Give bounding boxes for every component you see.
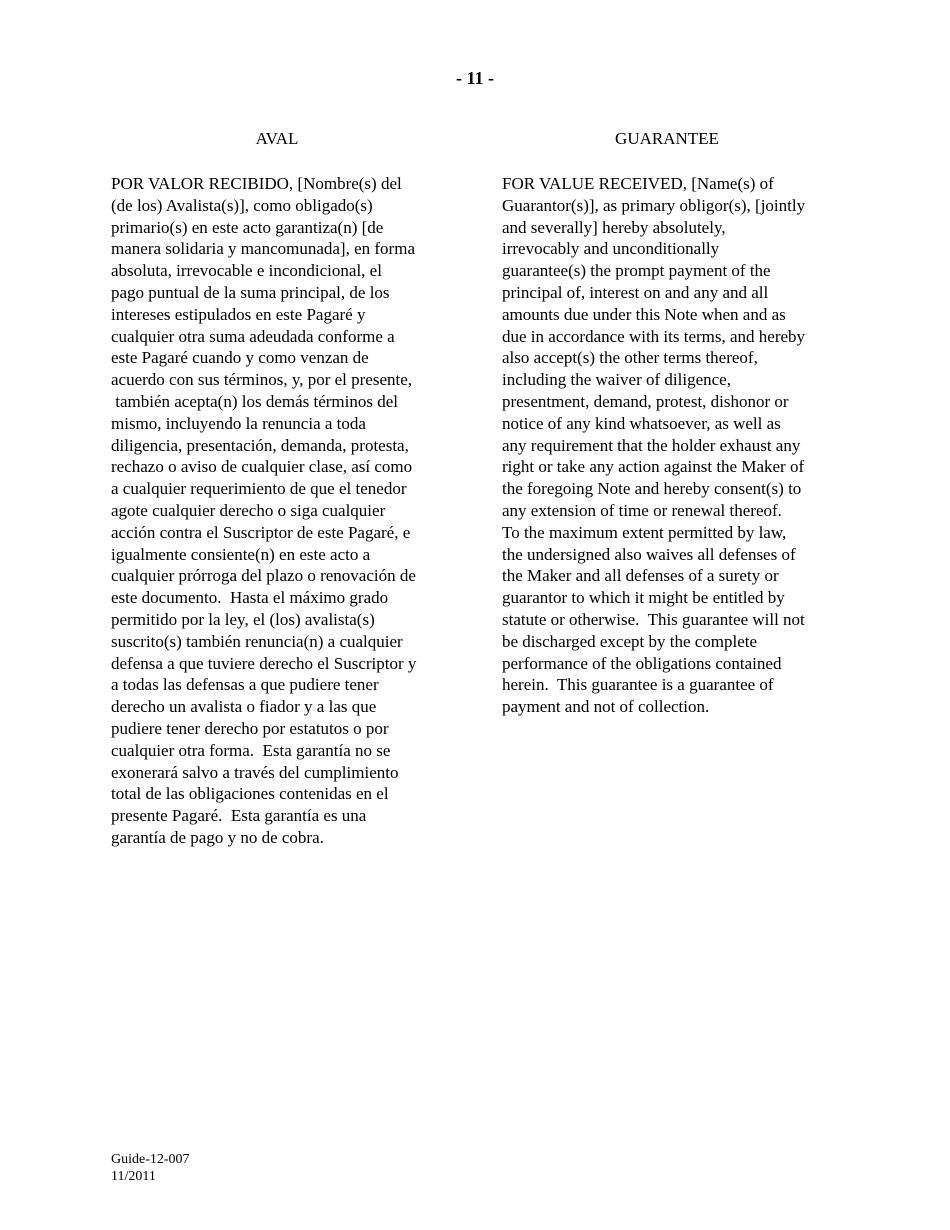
spanish-line: mismo, incluyendo la renuncia a toda	[111, 413, 366, 433]
english-column	[502, 128, 842, 718]
spanish-line: derecho un avalista o fiador y a las que	[111, 697, 377, 717]
english-line: any requirement that the holder exhaust any	[502, 435, 801, 455]
english-line: including the waiver of diligence,	[502, 370, 731, 390]
spanish-line: cualquier prórroga del plazo o renovación de	[111, 566, 416, 586]
english-line: due in accordance with its terms, and hereby	[502, 326, 806, 346]
spanish-line: cualquier otra suma adeudada conforme a	[111, 326, 395, 346]
english-line: and severally] hereby absolutely,	[502, 217, 726, 237]
english-line: To the maximum extent permitted by law,	[502, 522, 787, 542]
spanish-line: suscrito(s) también renuncia(n) a cualquier	[111, 631, 403, 651]
english-line: guarantor to which it might be entitled by	[502, 588, 785, 608]
english-line: principal of, interest on and any and all	[502, 282, 769, 302]
english-line: the undersigned also waives all defenses of	[502, 544, 796, 564]
english-line: performance of the obligations contained	[502, 653, 782, 673]
spanish-line: acuerdo con sus términos, y, por el presente,	[111, 370, 413, 390]
english-line: FOR VALUE RECEIVED, [Name(s) of	[502, 174, 774, 193]
english-line: right or take any action against the Maker of	[502, 457, 805, 477]
spanish-line: primario(s) en este acto garantiza(n) [de	[111, 217, 384, 237]
spanish-line: pago puntual de la suma principal, de los	[111, 282, 390, 302]
spanish-line: diligencia, presentación, demanda, protesta,	[111, 435, 409, 455]
spanish-line: (de los) Avalista(s)], como obligado(s)	[111, 195, 373, 215]
spanish-line: también acepta(n) los demás términos del	[111, 391, 399, 411]
english-line: any extension of time or renewal thereof.	[502, 500, 782, 520]
english-line: payment and not of collection.	[502, 697, 710, 717]
english-line: the Maker and all defenses of a surety or	[502, 566, 779, 586]
english-line: also accept(s) the other terms thereof,	[502, 348, 758, 368]
english-body	[502, 173, 842, 718]
english-line: statute or otherwise. This guarantee will not	[502, 609, 805, 629]
spanish-line: permitido por la ley, el (los) avalista(s)	[111, 609, 375, 629]
english-line: Guarantor(s)], as primary obligor(s), [jointly	[502, 195, 806, 215]
english-heading: GUARANTEE	[615, 129, 719, 148]
page-number: - 11 -	[456, 68, 494, 88]
spanish-line: garantía de pago y no de cobra.	[111, 827, 324, 847]
english-line: the foregoing Note and hereby consent(s) to	[502, 479, 802, 499]
spanish-body	[111, 173, 451, 849]
footer-date: 11/2011	[111, 1169, 156, 1184]
spanish-heading: AVAL	[255, 129, 299, 148]
spanish-line: este Pagaré cuando y como venzan de	[111, 348, 369, 368]
spanish-line: igualmente consiente(n) en este acto a	[111, 544, 371, 564]
footer-doc-id: Guide-12-007	[111, 1152, 190, 1167]
english-line: amounts due under this Note when and as	[502, 304, 786, 324]
spanish-column	[111, 128, 451, 849]
spanish-line: acción contra el Suscriptor de este Pagaré, e	[111, 522, 411, 542]
spanish-line: este documento. Hasta el máximo grado	[111, 588, 389, 608]
spanish-line: cualquier otra forma. Esta garantía no se	[111, 740, 391, 760]
english-line: be discharged except by the complete	[502, 631, 758, 651]
english-line: guarantee(s) the prompt payment of the	[502, 261, 771, 281]
footer	[111, 1151, 190, 1185]
spanish-line: manera solidaria y mancomunada], en forma	[111, 239, 415, 259]
spanish-line: exonerará salvo a través del cumplimiento	[111, 762, 399, 782]
spanish-line: rechazo o aviso de cualquier clase, así como	[111, 457, 413, 477]
spanish-line: POR VALOR RECIBIDO, [Nombre(s) del	[111, 174, 402, 193]
spanish-line: intereses estipulados en este Pagaré y	[111, 304, 366, 324]
english-line: irrevocably and unconditionally	[502, 239, 720, 259]
spanish-line: presente Pagaré. Esta garantía es una	[111, 806, 367, 826]
spanish-line: a todas las defensas a que pudiere tener	[111, 675, 379, 695]
english-line: herein. This guarantee is a guarantee of	[502, 675, 774, 695]
spanish-line: agote cualquier derecho o siga cualquier	[111, 500, 386, 520]
spanish-line: pudiere tener derecho por estatutos o por	[111, 718, 389, 738]
english-line: presentment, demand, protest, dishonor or	[502, 391, 789, 411]
spanish-line: defensa a que tuviere derecho el Suscriptor y	[111, 653, 417, 673]
spanish-line: a cualquier requerimiento de que el tenedor	[111, 479, 407, 499]
spanish-line: total de las obligaciones contenidas en el	[111, 784, 389, 804]
english-line: notice of any kind whatsoever, as well as	[502, 413, 781, 433]
spanish-line: absoluta, irrevocable e incondicional, el	[111, 261, 382, 281]
